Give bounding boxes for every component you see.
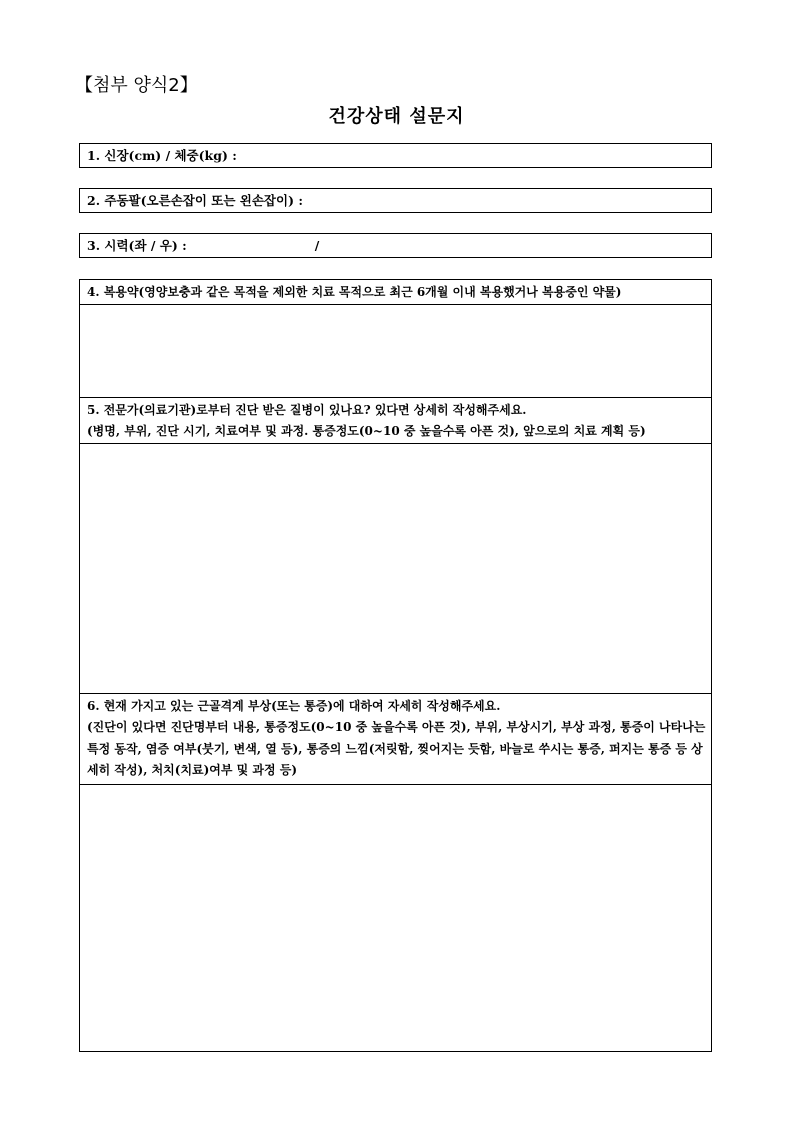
- eyesight-separator: /: [314, 238, 320, 253]
- attachment-label: 【첨부 양식2】: [75, 75, 198, 96]
- page-title: 건강상태 설문지: [328, 106, 465, 127]
- height-weight-label: 1. 신장(cm) / 체중(kg) :: [87, 148, 237, 163]
- medication-answer-area[interactable]: [80, 305, 711, 398]
- medication-header: [80, 280, 711, 305]
- diagnosed-disease-sublabel: (병명, 부위, 진단 시기, 치료여부 및 과정. 통증정도(0~10 중 높을수록 아픈 것), 앞으로의 치료 계획 등): [87, 424, 646, 438]
- injury-label: 6. 현재 가지고 있는 근골격계 부상(또는 통증)에 대하여 자세히 작성해주세요.: [87, 699, 501, 713]
- diagnosed-disease-label: 5. 전문가(의료기관)로부터 진단 받은 질병이 있나요? 있다면 상세히 작성해주세요.: [87, 403, 527, 417]
- questionnaire-table: [79, 279, 712, 1052]
- height-weight-field[interactable]: [79, 143, 712, 168]
- diagnosed-disease-answer-area[interactable]: [80, 444, 711, 694]
- injury-header: [80, 694, 711, 785]
- injury-sublabel: (진단이 있다면 진단명부터 내용, 통증정도(0~10 중 높을수록 아픈 것), 부위, 부상시기, 부상 과정, 통증이 나타나는 특정 동작, 염증 여부(붓기, 변색, 열 등), 통증의 느낌(저릿함, 찢어지는 듯함, 바늘로 쑤시는 통증, 퍼지는 통증 등 상세히 작성), 처치(치료)여부 및 과정 등): [87, 720, 706, 777]
- diagnosed-disease-header: [80, 398, 711, 444]
- eyesight-label: 3. 시력(좌 / 우) :: [87, 238, 187, 253]
- dominant-arm-label: 2. 주동팔(오른손잡이 또는 왼손잡이) :: [87, 193, 303, 208]
- injury-answer-area[interactable]: [80, 785, 711, 1051]
- eyesight-field[interactable]: [79, 233, 712, 258]
- medication-label: 4. 복용약(영양보충과 같은 목적을 제외한 치료 목적으로 최근 6개월 이내 복용했거나 복용중인 약물): [87, 285, 622, 299]
- dominant-arm-field[interactable]: [79, 188, 712, 213]
